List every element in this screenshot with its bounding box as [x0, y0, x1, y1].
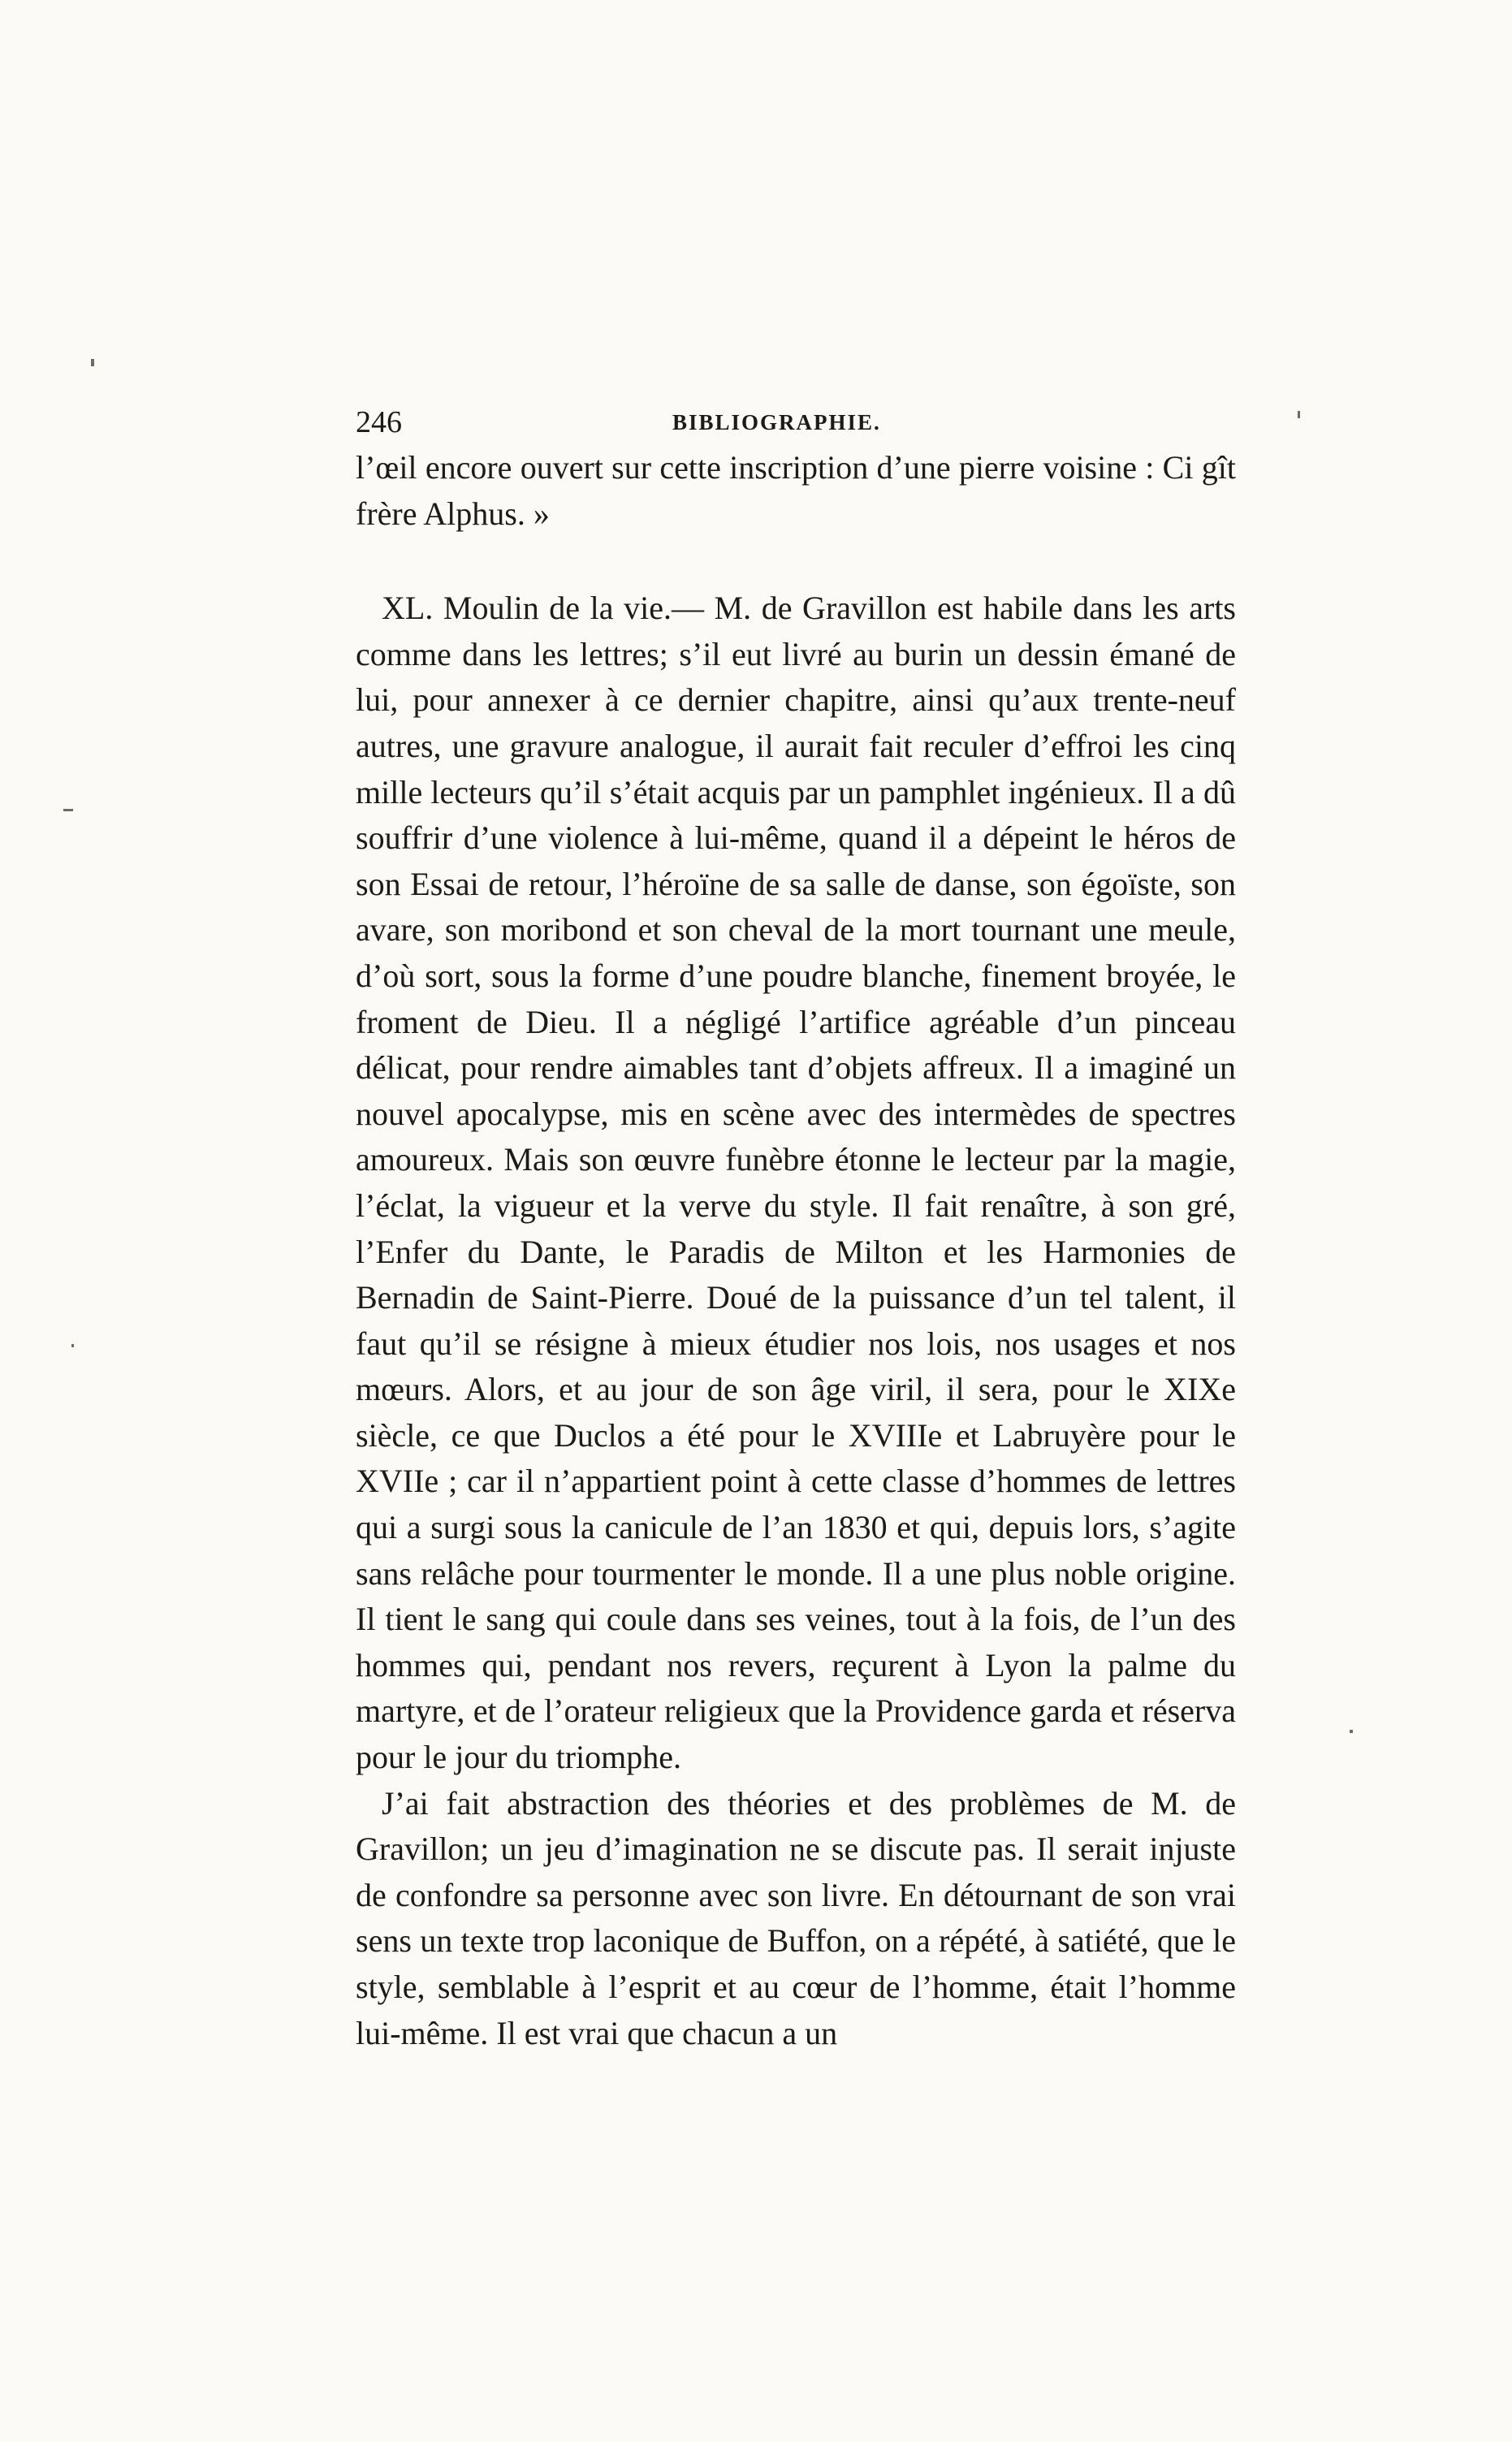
- paragraph-section-xl: XL. Moulin de la vie.— M. de Gravillon est habile dans les arts comme dans les lettres; s’il eut livré au burin un dessin émané de lui, pour annexer à ce dernier chapitre, ainsi qu’aux trente-neuf autres, une gravure analogue, il aurait fait reculer d’effroi les cinq mille lecteurs qu’il s’était acquis par un pamphlet ingénieux. Il a dû souffrir d’une violence à lui-même, quand il a dépeint le héros de son Essai de retour, l’héroïne de sa salle de danse, son égoïste, son avare, son moribond et son cheval de la mort tournant une meule, d’où sort, sous la forme d’une poudre blanche, finement broyée, le froment de Dieu. Il a négligé l’artifice agréable d’un pinceau délicat, pour rendre aimables tant d’objets affreux. Il a imaginé un nouvel apocalypse, mis en scène avec des intermèdes de spectres amoureux. Mais son œuvre funèbre étonne le lecteur par la magie, l’éclat, la vigueur et la verve du style. Il fait renaître, à son gré, l’Enfer du Dante, le Paradis de Milton et les Harmonies de Bernadin de Saint-Pierre. Doué de la puissance d’un tel talent, il faut qu’il se résigne à mieux étudier nos lois, nos usages et nos mœurs. Alors, et au jour de son âge viril, il sera, pour le XIXe siècle, ce que Duclos a été pour le XVIIIe et Labruyère pour le XVIIe ; car il n’appartient point à cette classe d’hommes de lettres qui a surgi sous la canicule de l’an 1830 et qui, depuis lors, s’agite sans relâche pour tourmenter le monde. Il a une plus noble origine. Il tient le sang qui coule dans ses veines, tout à la fois, de l’un des hommes qui, pendant nos revers, reçurent à Lyon la palme du martyre, et de l’orateur religieux que la Providence garda et réserva pour le jour du triomphe.: [356, 590, 1236, 1776]
- stray-mark: [1298, 411, 1300, 418]
- stray-mark: [1350, 1730, 1353, 1733]
- body-text: [356, 445, 1236, 2056]
- stray-mark: [71, 1344, 74, 1347]
- page-number: 246: [356, 405, 402, 439]
- stray-mark: [91, 359, 94, 366]
- running-head: [356, 398, 1236, 447]
- paragraph-abstraction: J’ai fait abstraction des théories et des problèmes de M. de Gravillon; un jeu d’imagination ne se discute pas. Il serait injuste de confondre sa personne avec son livre. En détournant de son vrai sens un texte trop laconique de Buffon, on a répété, à satiété, que le style, semblable à l’esprit et au cœur de l’homme, était l’homme lui-même. Il est vrai que chacun a un: [356, 1784, 1236, 2051]
- paragraph-gap: [356, 537, 1236, 586]
- running-title: BIBLIOGRAPHIE.: [672, 410, 881, 434]
- stray-mark: [63, 809, 73, 811]
- paragraph-quote-end: l’œil encore ouvert sur cette inscription d’une pierre voisine : Ci gît frère Alphus. »: [356, 449, 1236, 532]
